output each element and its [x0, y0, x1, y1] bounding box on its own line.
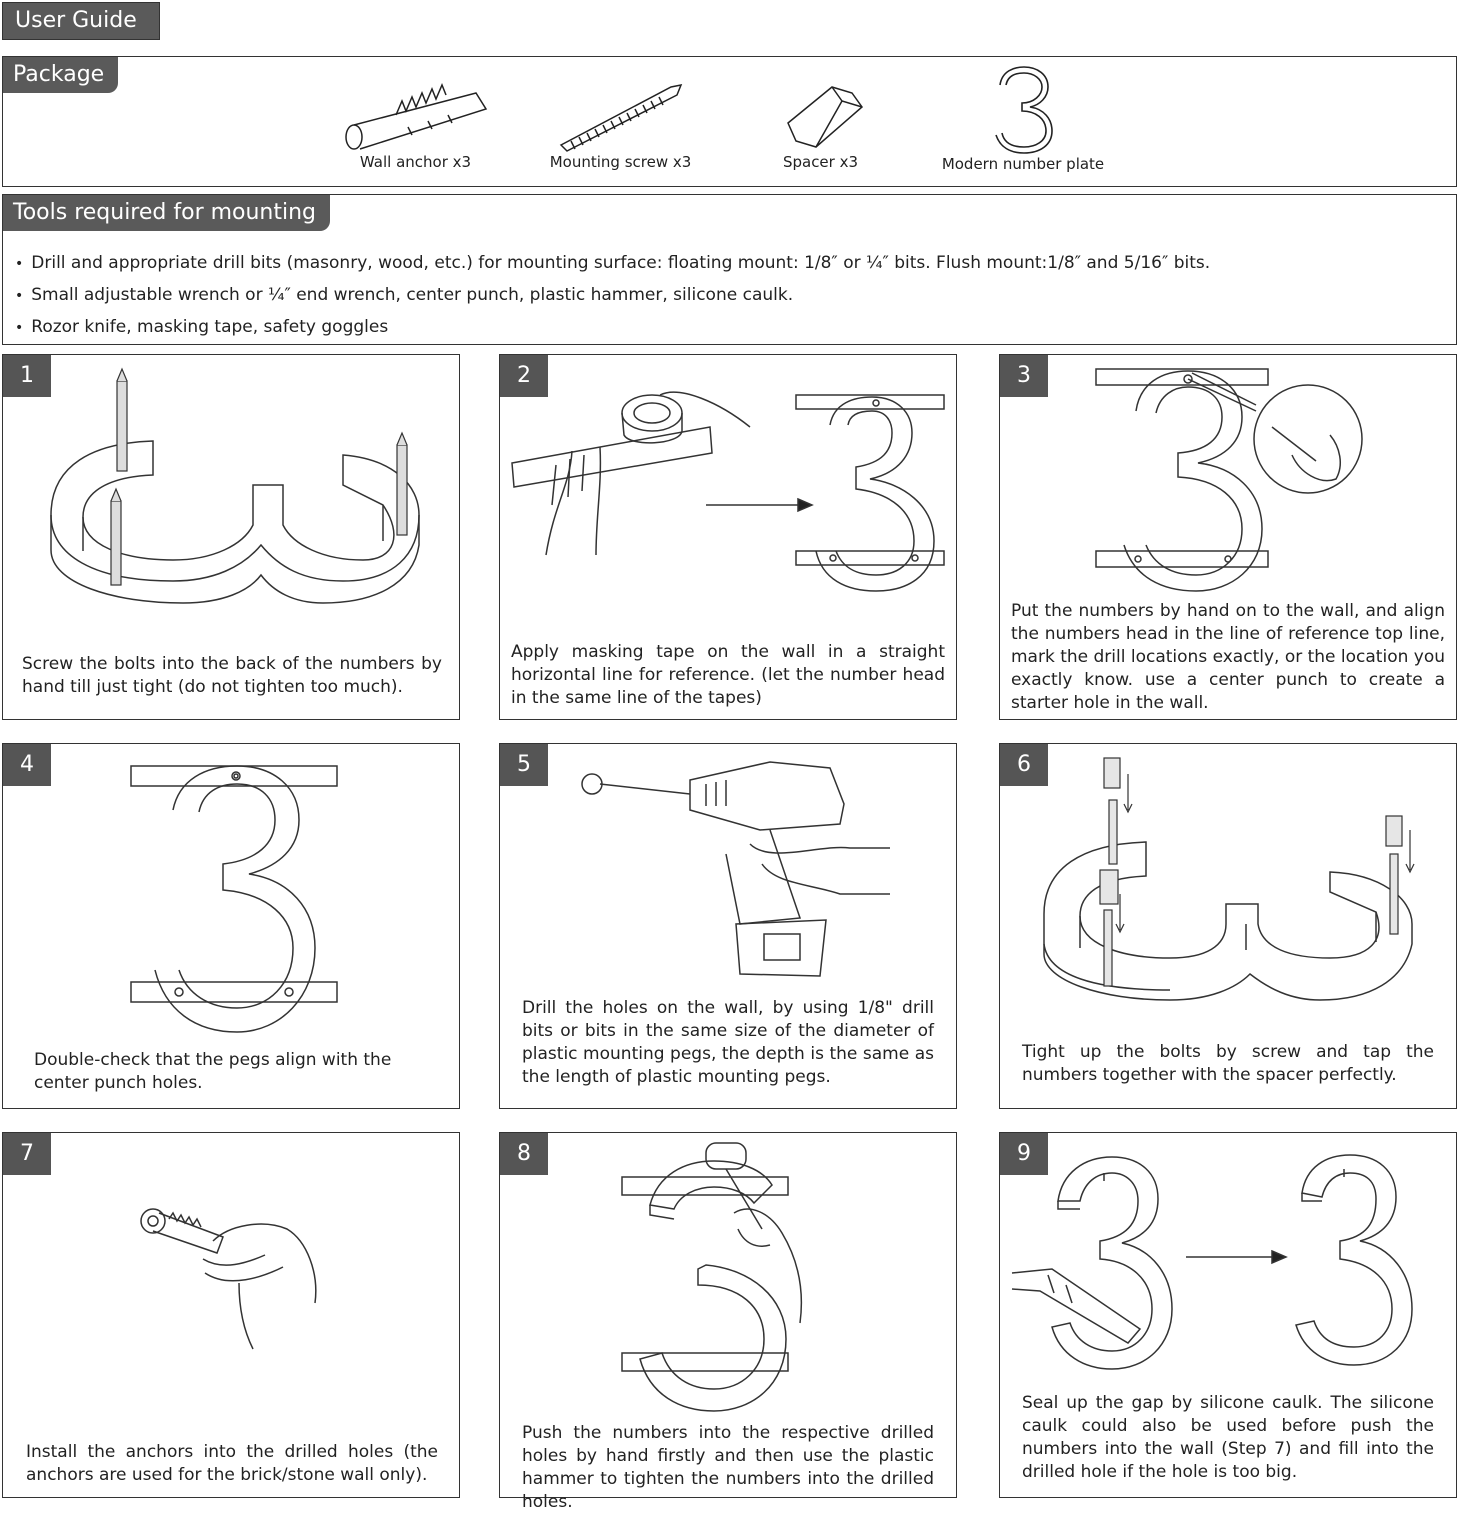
package-item-mounting-screw	[533, 79, 708, 171]
step-card-8	[499, 1132, 957, 1512]
step-number: 4	[3, 744, 51, 786]
step-number: 7	[3, 1133, 51, 1175]
wall-anchor-icon	[336, 79, 496, 153]
package-item-label: Mounting screw x3	[549, 153, 692, 171]
step-text: Tight up the bolts by screw and tap the numbers together with the spacer perfectly.	[1022, 1042, 1434, 1085]
package-item-wall-anchor	[328, 79, 503, 171]
tools-list-item: • Drill and appropriate drill bits (masonry, wood, etc.) for mounting surface: floating mount: 1/8″ or ¼″ bits. Flush mount:1/8″ and 5/16″ bits.	[15, 251, 1210, 283]
step-card-9	[999, 1132, 1457, 1498]
step-card-5	[499, 743, 957, 1109]
masking-tape-illustration	[500, 355, 958, 655]
package-item-spacer	[743, 79, 898, 171]
step-text: Push the numbers into the respective drilled holes by hand firstly and then use the plastic hammer to tighten the numbers into the drilled holes.	[522, 1423, 934, 1512]
step-text: Drill the holes on the wall, by using 1/8" drill bits or bits in the same size of the diameter of plastic mounting pegs, the depth is the same as the length of plastic mounting pegs.	[522, 998, 934, 1087]
silicone-caulk-illustration	[1000, 1133, 1458, 1383]
user-guide-title: User Guide	[2, 2, 160, 40]
step-number: 6	[1000, 744, 1048, 786]
step-number: 3	[1000, 355, 1048, 397]
step-text: Put the numbers by hand on to the wall, and align the numbers head in the line of reference top line, mark the drill locations exactly, or the location you exactly know. use a center punch to create a starter hole in the wall.	[1011, 601, 1446, 713]
step-number: 2	[500, 355, 548, 397]
mark-drill-locations-illustration	[1000, 355, 1458, 605]
step-card-2	[499, 354, 957, 720]
tools-list	[15, 251, 1210, 347]
check-pegs-alignment-illustration	[3, 744, 461, 1044]
package-title: Package	[3, 57, 118, 93]
package-item-label: Modern number plate	[941, 155, 1105, 173]
package-item-number-plate	[933, 63, 1113, 173]
step-card-1	[2, 354, 460, 720]
step-card-6	[999, 743, 1457, 1109]
bolts-into-number-illustration	[3, 355, 461, 655]
step-number: 8	[500, 1133, 548, 1175]
step-card-7	[2, 1132, 460, 1498]
mounting-screw-icon	[551, 79, 691, 153]
step-text: Screw the bolts into the back of the numbers by hand till just tight (do not tighten too much).	[22, 654, 442, 697]
tools-section	[2, 194, 1457, 345]
package-item-label: Wall anchor x3	[359, 153, 472, 171]
step-text: Apply masking tape on the wall in a straight horizontal line for reference. (let the number head in the same line of the tapes)	[511, 642, 945, 708]
hammer-numbers-illustration	[500, 1133, 958, 1423]
step-number: 9	[1000, 1133, 1048, 1175]
package-section	[2, 56, 1457, 187]
step-number: 1	[3, 355, 51, 397]
package-item-label: Spacer x3	[782, 153, 859, 171]
drill-holes-illustration	[500, 744, 958, 994]
spacer-icon	[776, 79, 866, 153]
step-text: Double-check that the pegs align with the center punch holes.	[34, 1050, 392, 1093]
tools-list-item: • Small adjustable wrench or ¼″ end wrench, center punch, plastic hammer, silicone caulk.	[15, 283, 1210, 315]
step-card-3	[999, 354, 1457, 720]
install-anchors-illustration	[3, 1133, 461, 1383]
tools-title: Tools required for mounting	[3, 195, 330, 231]
tools-list-item: • Rozor knife, masking tape, safety goggles	[15, 315, 1210, 347]
step-text: Seal up the gap by silicone caulk. The silicone caulk could also be used before push the numbers into the wall (Step 7) and fill into the drilled hole if the hole is too big.	[1022, 1393, 1434, 1482]
step-text: Install the anchors into the drilled holes (the anchors are used for the brick/stone wall only).	[26, 1442, 438, 1485]
step-card-4	[2, 743, 460, 1109]
step-number: 5	[500, 744, 548, 786]
number-plate-icon	[988, 63, 1058, 155]
tighten-bolts-spacer-illustration	[1000, 744, 1458, 1044]
